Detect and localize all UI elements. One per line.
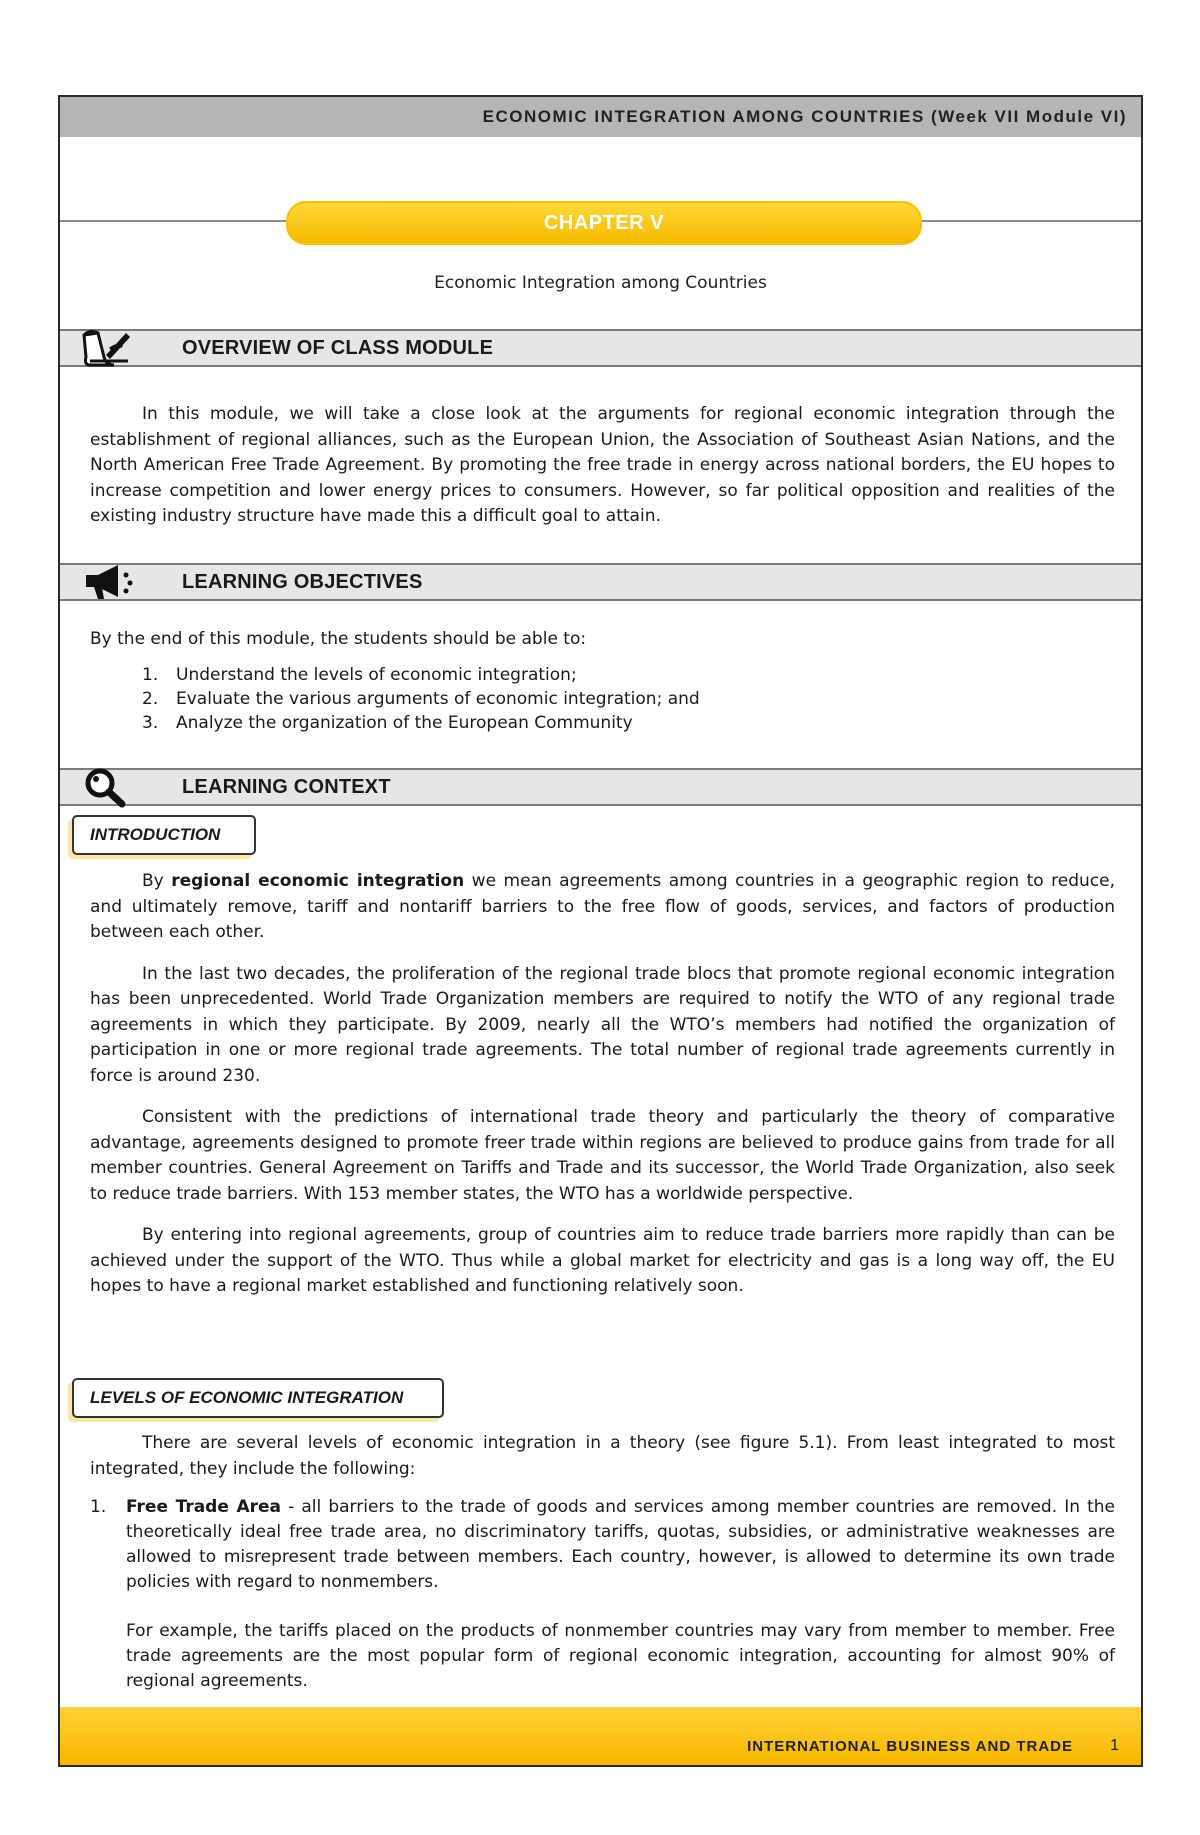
objective-item: 1. Understand the levels of economic integration; <box>142 664 577 685</box>
running-header-title: ECONOMIC INTEGRATION AMONG COUNTRIES (Week VII Module VI) <box>482 107 1127 126</box>
footer-course-title: INTERNATIONAL BUSINESS AND TRADE <box>747 1738 1073 1755</box>
introduction-label: INTRODUCTION <box>72 815 256 855</box>
objectives-intro: By the end of this module, the students should be able to: <box>90 629 587 649</box>
level-item-free-trade-area: 1. Free Trade Area - all barriers to the trade of goods and services among member countries are removed. In the theoretically ideal free trade area, no discriminatory tariffs, quotas, subsidies, or administrative weaknesses are allowed to misrepresent trade between members. Each country, however, is allowed to determine its own trade policies with regard to nonmembers. For example, the tariffs placed on the products of nonmember countries may vary from member to member. Free trade agreements are the most popular form of regional economic integration, accounting for almost 90% of regional agreements. <box>90 1495 1115 1694</box>
magnifier-icon <box>80 766 136 808</box>
level-1-example: For example, the tariffs placed on the products of nonmember countries may vary from member to member. Free trade agreements are the most popular form of regional economic integration, accounting for almost 90% of regional agreements. <box>126 1621 1115 1691</box>
intro-paragraph-3: Consistent with the predictions of international trade theory and particularly the theory of comparative advantage, agreements designed to promote freer trade within regions are believed to produce gains from trade for all member countries. General Agreement on Tariffs and Trade and its successor, the World Trade Organization, also seek to reduce trade barriers. With 153 member states, the WTO has a worldwide perspective. <box>90 1107 1115 1204</box>
objectives-body <box>90 627 1115 735</box>
chapter-badge <box>286 201 922 245</box>
levels-list <box>90 1495 1115 1694</box>
objective-item: 3. Analyze the organization of the European Community <box>142 712 633 733</box>
page-frame <box>58 95 1143 1767</box>
objective-item: 2. Evaluate the various arguments of economic integration; and <box>142 688 700 709</box>
section-context-title: LEARNING CONTEXT <box>182 776 391 798</box>
intro-paragraph-2: In the last two decades, the proliferation of the regional trade blocs that promote regional economic integration has been unprecedented. World Trade Organization members are required to notify the WTO of any regional trade agreements in which they participate. By 2009, nearly all the WTO’s members had notified the organization of participation in one or more regional trade agreements. The total number of regional trade agreements currently in force is around 230. <box>90 963 1115 1086</box>
writing-hand-icon <box>80 327 136 369</box>
section-objectives-bar <box>60 563 1141 601</box>
megaphone-icon <box>80 561 136 603</box>
running-header <box>60 97 1141 137</box>
footer-bar <box>60 1707 1141 1765</box>
section-context-bar <box>60 768 1141 806</box>
section-objectives-title: LEARNING OBJECTIVES <box>182 571 423 593</box>
page-number: 1 <box>1110 1737 1119 1754</box>
levels-intro-block <box>90 1431 1115 1498</box>
chapter-label: CHAPTER V <box>543 211 665 234</box>
section-overview-title: OVERVIEW OF CLASS MODULE <box>182 337 494 359</box>
intro-paragraph-1: By regional economic integration we mean agreements among countries in a geographic region to reduce, and ultimately remove, tariff and nontariff barriers to the free flow of goods, services, and factors of production between each other. <box>90 871 1116 942</box>
levels-label: LEVELS OF ECONOMIC INTEGRATION <box>72 1378 444 1418</box>
objectives-list <box>90 663 1115 735</box>
introduction-body <box>90 869 1115 1316</box>
overview-body <box>90 402 1115 546</box>
overview-paragraph: In this module, we will take a close look at the arguments for regional economic integration through the establishment of regional alliances, such as the European Union, the Association of Southeast Asian Nations, and the North American Free Trade Agreement. By promoting the free trade in energy across national borders, the EU hopes to increase competition and lower energy prices to consumers. However, so far political opposition and realities of the existing industry structure have made this a difficult goal to attain. <box>90 404 1115 526</box>
chapter-subtitle: Economic Integration among Countries <box>434 273 767 293</box>
levels-intro: There are several levels of economic integration in a theory (see figure 5.1). From least integrated to most integrated, they include the following: <box>90 1433 1115 1479</box>
intro-paragraph-4: By entering into regional agreements, group of countries aim to reduce trade barriers more rapidly than can be achieved under the support of the WTO. Thus while a global market for electricity and gas is a long way off, the EU hopes to have a regional market established and functioning relatively soon. <box>90 1225 1115 1296</box>
section-overview-bar <box>60 329 1141 367</box>
